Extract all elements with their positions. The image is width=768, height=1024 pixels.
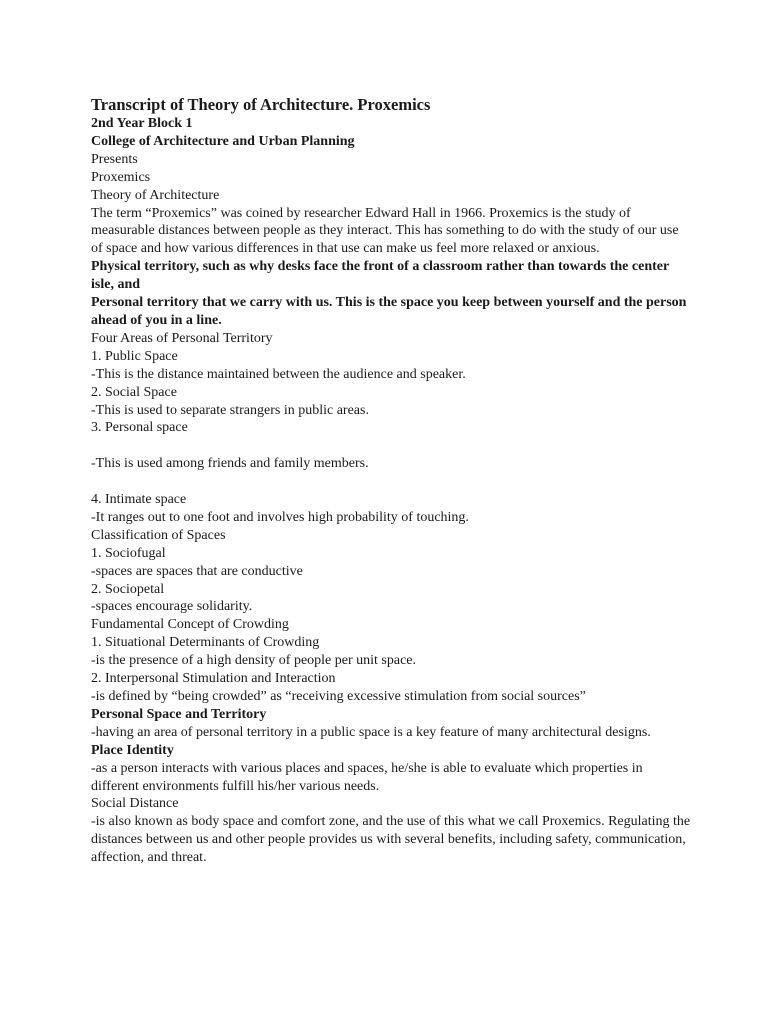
classification-heading: Classification of Spaces bbox=[91, 527, 226, 543]
course-text: Theory of Architecture bbox=[91, 187, 220, 203]
document-body bbox=[91, 95, 691, 867]
physical-territory-paragraph: Physical territory, such as why desks face the front of a classroom rather than towards the center isle, and bbox=[91, 259, 669, 293]
social-distance-description: -is also known as body space and comfort zone, and the use of this what we call Proxemics. Regulating the distances between us and other people provides us with several benefits, including safety, communication, affection, and threat. bbox=[91, 814, 691, 866]
personal-space-item: 3. Personal space bbox=[91, 420, 188, 436]
intimate-space-item: 4. Intimate space bbox=[91, 492, 187, 507]
situational-item: 1. Situational Determinants of Crowding bbox=[91, 635, 320, 651]
interpersonal-item: 2. Interpersonal Stimulation and Interaction bbox=[91, 671, 336, 687]
blank-line bbox=[91, 437, 691, 455]
place-identity-description: -as a person interacts with various places and spaces, he/she is able to evaluate which properties in different environments fulfill his/her various needs. bbox=[91, 760, 643, 794]
sociofugal-item: 1. Sociofugal bbox=[91, 545, 166, 561]
intimate-space-description: -It ranges out to one foot and involves high probability of touching. bbox=[91, 509, 469, 525]
sociopetal-item: 2. Sociopetal bbox=[91, 581, 165, 597]
personal-territory-paragraph: Personal territory that we carry with us. This is the space you keep between yourself and the person ahead of you in a line. bbox=[91, 295, 687, 328]
presents-text: Presents bbox=[91, 151, 138, 167]
college-name: College of Architecture and Urban Planning bbox=[91, 133, 355, 149]
four-areas-heading: Four Areas of Personal Territory bbox=[91, 330, 273, 346]
personal-space-description: -This is used among friends and family members. bbox=[91, 456, 369, 472]
place-identity-heading: Place Identity bbox=[91, 742, 174, 758]
social-distance-heading: Social Distance bbox=[91, 796, 179, 812]
public-space-description: -This is the distance maintained between the audience and speaker. bbox=[91, 366, 466, 382]
sociopetal-description: -spaces encourage solidarity. bbox=[91, 599, 253, 615]
public-space-item: 1. Public Space bbox=[91, 348, 178, 364]
intro-paragraph: The term “Proxemics” was coined by researcher Edward Hall in 1966. Proxemics is the study of measurable distances between people as they interact. This has something to do with the study of our use of space and how various differences in that use can make us feel more relaxed or anxious. bbox=[91, 205, 679, 257]
social-space-description: -This is used to separate strangers in public areas. bbox=[91, 402, 369, 418]
blank-line bbox=[91, 473, 691, 491]
document-subtitle: 2nd Year Block 1 bbox=[91, 116, 193, 131]
document-title: Transcript of Theory of Architecture. Proxemics bbox=[91, 95, 431, 114]
social-space-item: 2. Social Space bbox=[91, 384, 177, 400]
crowding-heading: Fundamental Concept of Crowding bbox=[91, 617, 289, 633]
topic-text: Proxemics bbox=[91, 169, 151, 185]
personal-space-territory-heading: Personal Space and Territory bbox=[91, 706, 267, 722]
interpersonal-description: -is defined by “being crowded” as “receiving excessive stimulation from social sources” bbox=[91, 688, 586, 704]
situational-description: -is the presence of a high density of people per unit space. bbox=[91, 653, 417, 669]
personal-space-territory-description: -having an area of personal territory in a public space is a key feature of many architectural designs. bbox=[91, 724, 651, 740]
sociofugal-description: -spaces are spaces that are conductive bbox=[91, 563, 303, 579]
